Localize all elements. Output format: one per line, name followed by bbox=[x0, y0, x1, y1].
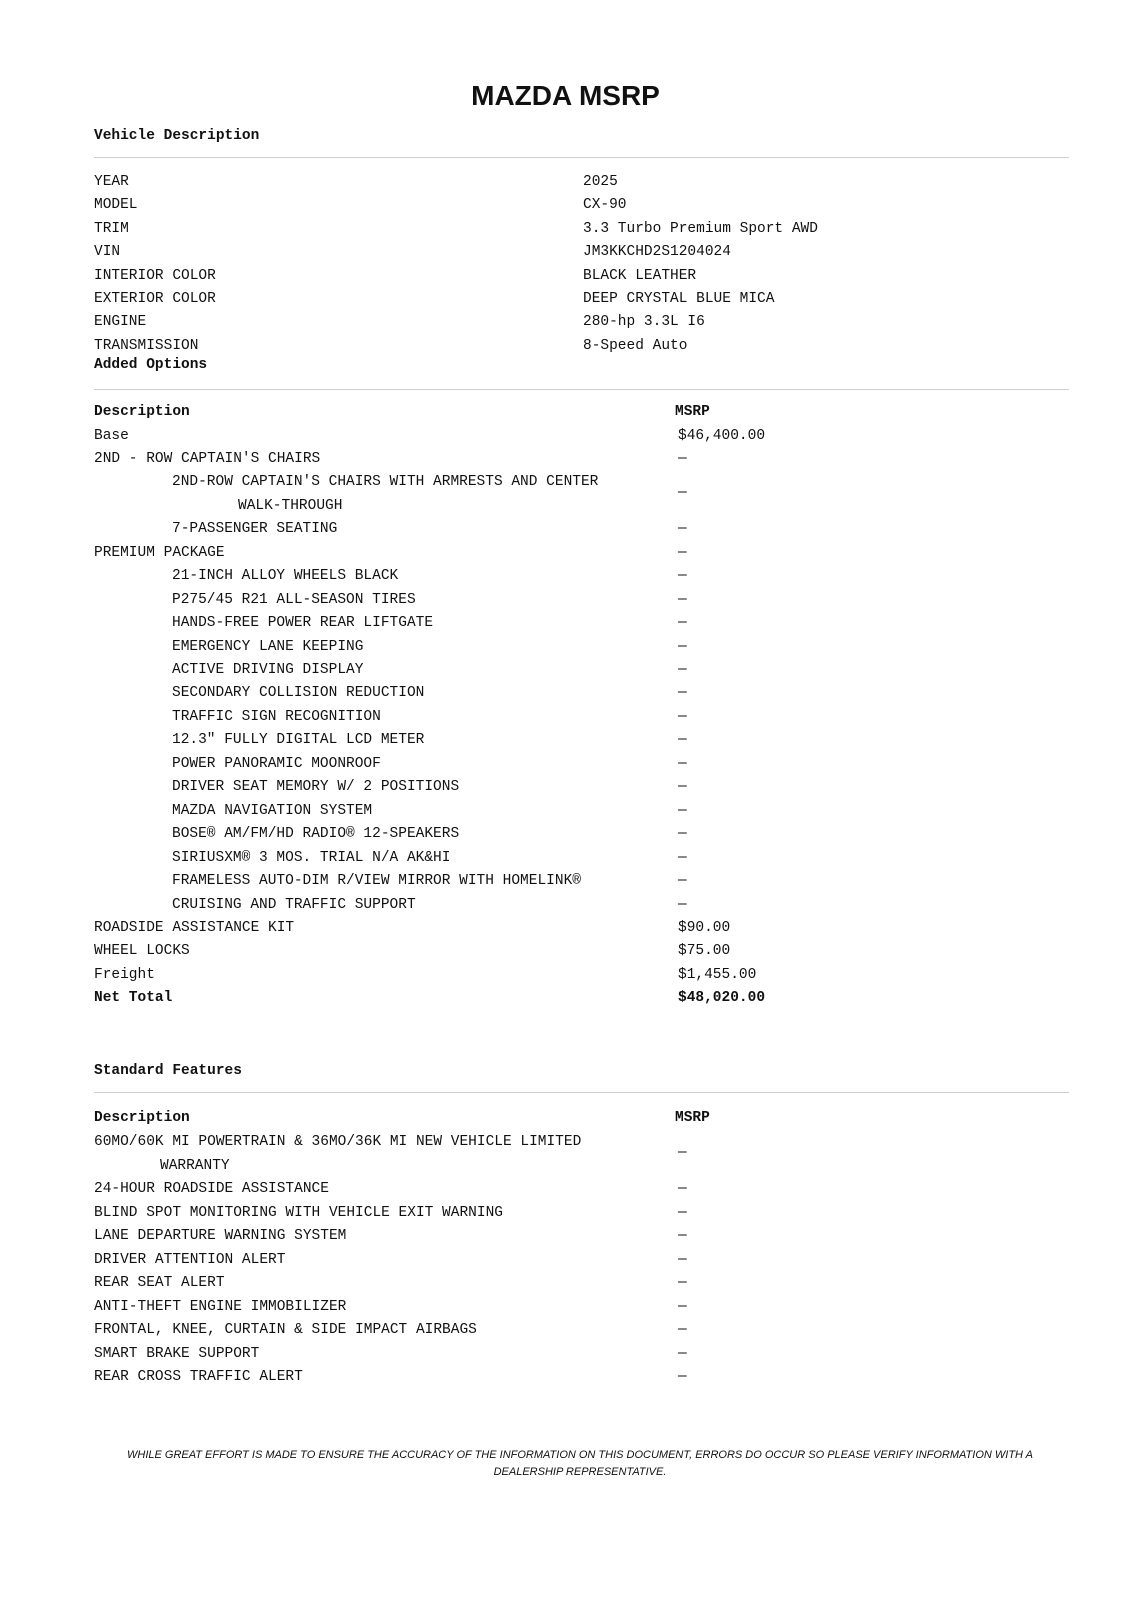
option-row bbox=[0, 428, 1131, 448]
net-total-row bbox=[0, 990, 1131, 1010]
net-total-label: Net Total bbox=[94, 990, 173, 1007]
option-row bbox=[0, 662, 1131, 682]
option-price: — bbox=[678, 615, 687, 632]
option-price: — bbox=[678, 662, 687, 678]
standard-feature-row bbox=[0, 1346, 1131, 1366]
vehicle-row bbox=[0, 244, 1131, 264]
option-price: — bbox=[678, 638, 687, 655]
divider bbox=[94, 1092, 1069, 1093]
option-description: ROADSIDE ASSISTANCE KIT bbox=[94, 919, 295, 936]
standard-feature-row bbox=[0, 1369, 1131, 1389]
option-description: SECONDARY COLLISION REDUCTION bbox=[172, 685, 425, 702]
option-description: P275/45 R21 ALL-SEASON TIRES bbox=[172, 591, 416, 608]
divider bbox=[94, 157, 1069, 158]
option-description: WHEEL LOCKS bbox=[94, 943, 190, 960]
standard-header-row bbox=[0, 1110, 1131, 1130]
option-price: — bbox=[678, 450, 687, 467]
option-price: — bbox=[678, 732, 687, 749]
vehicle-field-label: ENGINE bbox=[94, 314, 147, 331]
vehicle-field-value: BLACK LEATHER bbox=[583, 267, 697, 284]
option-description: POWER PANORAMIC MOONROOF bbox=[172, 755, 381, 772]
vehicle-field-label: YEAR bbox=[94, 174, 129, 190]
disclaimer bbox=[100, 1447, 1060, 1481]
option-row bbox=[0, 897, 1131, 917]
option-row bbox=[0, 873, 1131, 893]
standard-feature-description-continued: WARRANTY bbox=[160, 1157, 230, 1174]
standard-feature-row bbox=[0, 1205, 1131, 1225]
standard-feature-price: — bbox=[678, 1204, 687, 1221]
standard-feature-description: DRIVER ATTENTION ALERT bbox=[94, 1251, 286, 1268]
standard-feature-row bbox=[0, 1275, 1131, 1295]
standard-feature-price: — bbox=[678, 1298, 687, 1315]
option-row bbox=[0, 803, 1131, 823]
disclaimer-line-2: DEALERSHIP REPRESENTATIVE. bbox=[493, 1466, 667, 1478]
vehicle-row bbox=[0, 314, 1131, 334]
option-price: $75.00 bbox=[678, 943, 731, 960]
vehicle-field-value: 8-Speed Auto bbox=[583, 337, 688, 354]
vehicle-field-value: DEEP CRYSTAL BLUE MICA bbox=[583, 291, 775, 307]
standard-col-description: Description bbox=[94, 1110, 190, 1126]
standard-feature-description: REAR CROSS TRAFFIC ALERT bbox=[94, 1369, 303, 1385]
standard-feature-price: — bbox=[678, 1345, 687, 1362]
options-col-msrp: MSRP bbox=[675, 404, 710, 420]
option-price: — bbox=[678, 685, 687, 702]
vehicle-field-value: JM3KKCHD2S1204024 bbox=[583, 244, 731, 261]
option-price: — bbox=[678, 826, 687, 843]
vehicle-field-value: 3.3 Turbo Premium Sport AWD bbox=[583, 220, 818, 237]
vehicle-row bbox=[0, 268, 1131, 288]
standard-feature-description: 60MO/60K MI POWERTRAIN & 36MO/36K MI NEW VEHICLE LIMITED bbox=[94, 1134, 582, 1150]
option-description: HANDS-FREE POWER REAR LIFTGATE bbox=[172, 615, 434, 632]
option-row bbox=[0, 779, 1131, 799]
vehicle-field-label: MODEL bbox=[94, 197, 138, 214]
standard-features-heading: Standard Features bbox=[94, 1063, 242, 1079]
standard-feature-price: — bbox=[678, 1369, 687, 1385]
option-row bbox=[0, 756, 1131, 776]
option-description: 2ND-ROW CAPTAIN'S CHAIRS WITH ARMRESTS AND CENTER bbox=[172, 474, 599, 491]
option-description: Base bbox=[94, 427, 129, 444]
vehicle-field-value: CX-90 bbox=[583, 197, 627, 214]
option-row bbox=[0, 709, 1131, 729]
net-total-value: $48,020.00 bbox=[678, 990, 766, 1007]
option-description: PREMIUM PACKAGE bbox=[94, 544, 225, 561]
standard-col-msrp: MSRP bbox=[675, 1110, 710, 1126]
standard-feature-row bbox=[0, 1252, 1131, 1272]
option-row bbox=[0, 521, 1131, 541]
standard-feature-row bbox=[0, 1299, 1131, 1319]
option-row bbox=[0, 732, 1131, 752]
option-description: FRAMELESS AUTO-DIM R/VIEW MIRROR WITH HOMELINK® bbox=[172, 873, 581, 890]
standard-feature-description: REAR SEAT ALERT bbox=[94, 1275, 225, 1291]
vehicle-field-label: EXTERIOR COLOR bbox=[94, 291, 216, 307]
vehicle-field-label: TRIM bbox=[94, 220, 129, 237]
option-price: $1,455.00 bbox=[678, 966, 757, 983]
option-price: $46,400.00 bbox=[678, 427, 766, 444]
option-price: — bbox=[678, 568, 687, 585]
vehicle-description-heading: Vehicle Description bbox=[94, 128, 260, 144]
added-options-heading: Added Options bbox=[94, 357, 208, 373]
option-description: BOSE® AM/FM/HD RADIO® 12-SPEAKERS bbox=[172, 826, 460, 843]
option-price: — bbox=[678, 779, 687, 796]
standard-feature-price: — bbox=[678, 1228, 687, 1244]
option-description: CRUISING AND TRAFFIC SUPPORT bbox=[172, 896, 416, 913]
option-description: ACTIVE DRIVING DISPLAY bbox=[172, 662, 364, 678]
vehicle-row bbox=[0, 221, 1131, 241]
option-row bbox=[0, 615, 1131, 635]
vehicle-row bbox=[0, 338, 1131, 358]
standard-feature-description: BLIND SPOT MONITORING WITH VEHICLE EXIT WARNING bbox=[94, 1204, 503, 1221]
vehicle-field-label: TRANSMISSION bbox=[94, 337, 199, 354]
option-price: — bbox=[678, 873, 687, 890]
standard-feature-description: ANTI-THEFT ENGINE IMMOBILIZER bbox=[94, 1298, 347, 1315]
vehicle-field-value: 280-hp 3.3L I6 bbox=[583, 314, 705, 331]
option-description: 2ND - ROW CAPTAIN'S CHAIRS bbox=[94, 450, 321, 467]
divider bbox=[94, 389, 1069, 390]
disclaimer-line-1: WHILE GREAT EFFORT IS MADE TO ENSURE THE ACCURACY OF THE INFORMATION ON THIS DOCUMENT, ERRORS DO OCCUR SO PLEASE VERIFY INFORMATION WITH A bbox=[127, 1449, 1033, 1461]
option-description: MAZDA NAVIGATION SYSTEM bbox=[172, 802, 373, 819]
option-description: 12.3" FULLY DIGITAL LCD METER bbox=[172, 732, 425, 749]
options-header-row bbox=[0, 404, 1131, 424]
vehicle-row bbox=[0, 291, 1131, 311]
standard-feature-price: — bbox=[678, 1322, 687, 1338]
option-description-continued: WALK-THROUGH bbox=[238, 497, 343, 514]
option-price: — bbox=[678, 485, 687, 502]
option-row bbox=[0, 545, 1131, 565]
standard-feature-price: — bbox=[678, 1145, 687, 1161]
option-row bbox=[0, 568, 1131, 588]
option-description: Freight bbox=[94, 966, 155, 983]
vehicle-field-value: 2025 bbox=[583, 174, 618, 190]
option-row bbox=[0, 943, 1131, 963]
option-price: — bbox=[678, 755, 687, 772]
option-price: $90.00 bbox=[678, 919, 731, 936]
standard-feature-description: SMART BRAKE SUPPORT bbox=[94, 1345, 260, 1362]
option-price: — bbox=[678, 896, 687, 913]
option-row bbox=[0, 685, 1131, 705]
option-price: — bbox=[678, 544, 687, 561]
page-title: MAZDA MSRP bbox=[471, 80, 660, 111]
option-row bbox=[0, 639, 1131, 659]
option-row bbox=[0, 592, 1131, 612]
option-row bbox=[0, 826, 1131, 846]
option-description: SIRIUSXM® 3 MOS. TRIAL N/A AK&HI bbox=[172, 849, 451, 866]
standard-feature-price: — bbox=[678, 1181, 687, 1197]
option-description: TRAFFIC SIGN RECOGNITION bbox=[172, 708, 381, 725]
standard-feature-price: — bbox=[678, 1275, 687, 1291]
vehicle-field-label: VIN bbox=[94, 244, 121, 261]
option-description: EMERGENCY LANE KEEPING bbox=[172, 638, 364, 655]
option-row bbox=[0, 967, 1131, 987]
standard-feature-description: LANE DEPARTURE WARNING SYSTEM bbox=[94, 1228, 347, 1244]
option-price: — bbox=[678, 849, 687, 866]
option-description: 7-PASSENGER SEATING bbox=[172, 521, 338, 538]
standard-feature-row bbox=[0, 1134, 1131, 1178]
vehicle-row bbox=[0, 197, 1131, 217]
option-row bbox=[0, 850, 1131, 870]
standard-feature-row bbox=[0, 1228, 1131, 1248]
standard-feature-description: FRONTAL, KNEE, CURTAIN & SIDE IMPACT AIRBAGS bbox=[94, 1322, 477, 1338]
standard-feature-row bbox=[0, 1322, 1131, 1342]
option-price: — bbox=[678, 591, 687, 608]
vehicle-row bbox=[0, 174, 1131, 194]
option-row bbox=[0, 451, 1131, 471]
options-col-description: Description bbox=[94, 404, 190, 420]
option-description: DRIVER SEAT MEMORY W/ 2 POSITIONS bbox=[172, 779, 460, 796]
option-row bbox=[0, 474, 1131, 518]
option-description: 21-INCH ALLOY WHEELS BLACK bbox=[172, 568, 399, 585]
standard-feature-price: — bbox=[678, 1251, 687, 1268]
option-price: — bbox=[678, 521, 687, 538]
vehicle-field-label: INTERIOR COLOR bbox=[94, 267, 216, 284]
option-price: — bbox=[678, 708, 687, 725]
standard-feature-row bbox=[0, 1181, 1131, 1201]
option-price: — bbox=[678, 802, 687, 819]
option-row bbox=[0, 920, 1131, 940]
standard-feature-description: 24-HOUR ROADSIDE ASSISTANCE bbox=[94, 1181, 329, 1197]
